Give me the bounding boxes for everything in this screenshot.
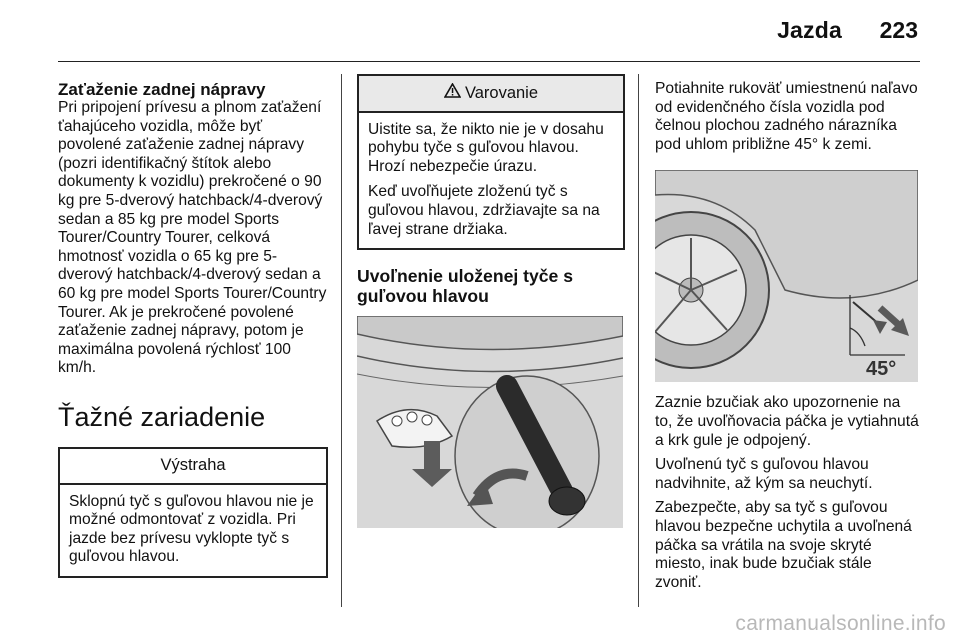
right-column-paragraphs	[655, 394, 921, 592]
warning-triangle-icon	[444, 83, 461, 103]
release-handle-illustration	[655, 170, 918, 382]
warning-box-header	[359, 76, 623, 113]
buzzer-text: Zaznie bzučiak ako upozornenie na to, že uvoľňovacia páčka je vytiahnutá a krk gule je odpojený.	[655, 394, 919, 449]
towbar-release-illustration	[357, 316, 623, 528]
page-number: 223	[879, 17, 918, 43]
section-heading-rear-axle-load: Zaťaženie zadnej nápravy	[58, 80, 266, 99]
left-column	[58, 80, 328, 578]
warning-paragraph-2: Keď uvoľňujete zloženú tyč s guľovou hlavou, zdržiavajte sa na ľavej strane držiaka.	[368, 183, 600, 238]
page-header-title: Jazda	[777, 17, 842, 43]
section-heading-towing-device: Ťažné zariadenie	[58, 401, 266, 432]
warning-paragraph-1: Uistite sa, že nikto nie je v dosahu pohybu tyče s guľovou hlavou. Hrozí nebezpečie úrazu.	[368, 120, 604, 175]
caution-box-title: Výstraha	[60, 449, 326, 485]
secure-bar-text: Zabezpečte, aby sa tyč s guľovou hlavou bezpečne uchytila a uvoľnená páčka sa vrátila na svoje skryté miesto, inak bude bzučiak stále zvoniť.	[655, 499, 912, 591]
towbar-release-drawing	[357, 316, 623, 528]
header-divider	[58, 61, 920, 62]
watermark: carmanualsonline.info	[735, 612, 946, 635]
warning-box-body	[359, 113, 623, 249]
pull-handle-text: Potiahnite rukoväť umiestnenú naľavo od evidenčného čísla vozidla pod čelnou plochou zadného nárazníka pod uhlom približne 45° k zemi.	[655, 80, 918, 153]
caution-box-text: Sklopnú tyč s guľovou hlavou nie je možné odmontovať z vozidla. Pri jazde bez prívesu vyklopte tyč s guľovou hlavou.	[69, 492, 314, 566]
lift-bar-text: Uvoľnenú tyč s guľovou hlavou nadvihnite, až kým sa neuchytí.	[655, 456, 873, 492]
section-heading-release-ball-bar: Uvoľnenie uloženej tyče s guľovou hlavou	[357, 266, 574, 307]
column-divider-left	[341, 74, 342, 607]
column-divider-right	[638, 74, 639, 607]
warning-box	[357, 74, 625, 250]
angle-label: 45°	[866, 358, 897, 381]
warning-box-title: Varovanie	[464, 84, 539, 102]
rear-axle-load-text: Pri pripojení prívesu a plnom zaťažení ťahajúceho vozidla, môže byť povolené zaťaženie zadnej nápravy (pozri identifikačný štítok alebo dokumenty k vozidlu) prekročené o 90 kg pre 5-dverový hatchback/4-dverový sedan a 85 kg pre model Sports Tourer/Country Tourer, celková hmotnosť vozidla o 65 kg pre 5-dverový hatchback/4-dverový sedan a 60 kg pre model Sports Tourer/Country Tourer. Ak je prekročené povolené zaťaženie zadnej nápravy, potom je maximálna povolená rýchlosť 100 km/h.	[58, 99, 327, 377]
caution-box	[58, 447, 328, 578]
release-handle-drawing	[655, 170, 918, 382]
middle-column	[357, 74, 625, 528]
right-column	[655, 80, 921, 598]
caution-box-body	[60, 485, 326, 576]
